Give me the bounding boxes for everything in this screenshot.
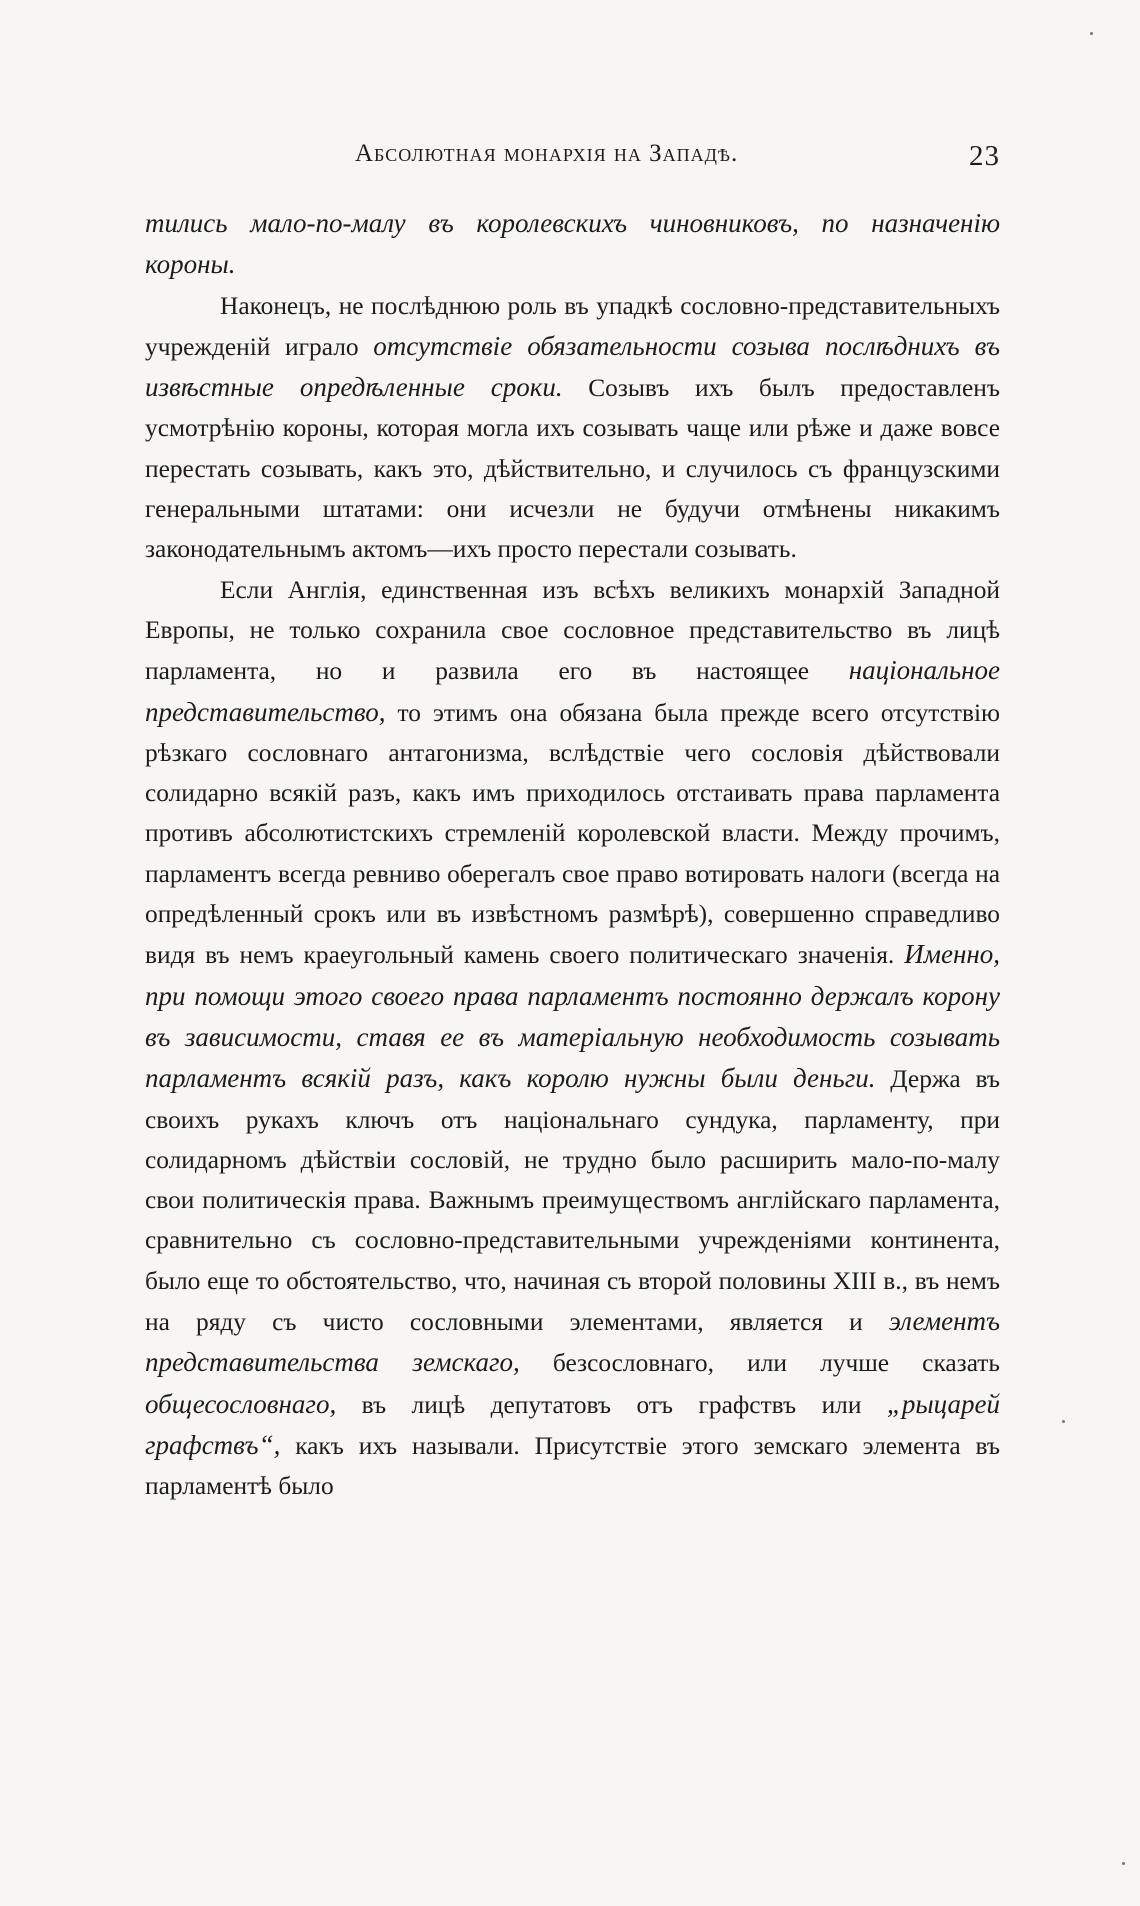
paragraph bbox=[145, 570, 1000, 1507]
running-title: Абсолютная монархія на Западѣ. bbox=[355, 140, 739, 167]
running-header bbox=[145, 140, 1000, 180]
scan-speck bbox=[1090, 32, 1093, 35]
text-run: безсословнаго, или лучше сказать bbox=[519, 1349, 1000, 1378]
italic-text-run: „рыцарей графствъ“, bbox=[145, 1388, 1000, 1460]
text-run: Наконецъ, не послѣднюю роль въ упадкѣ сословно-представительныхъ учрежденій играло bbox=[145, 291, 1000, 361]
page-number: 23 bbox=[969, 140, 1000, 172]
italic-text-run: общесословнаго, bbox=[145, 1388, 337, 1419]
italic-text-run: отсутствіе обязательности созыва послѣднихъ въ извѣстные опредѣленные сроки. bbox=[145, 330, 1000, 403]
scan-speck bbox=[1122, 1862, 1125, 1865]
paragraph bbox=[145, 286, 1000, 570]
italic-text-run: элементъ представительства земскаго, bbox=[145, 1306, 1000, 1378]
paragraph bbox=[145, 203, 1000, 286]
text-run: Если Англія, единственная изъ всѣхъ великихъ монархій Западной Европы, не только сохранила свое сословное представительство въ лицѣ парламента, но и развила его въ настоящее bbox=[145, 575, 1000, 686]
text-run: Держа въ своихъ рукахъ ключъ отъ національнаго сундука, парламенту, при солидарномъ дѣйствіи сословій, не трудно было расширить мало-по-малу свои политическія права. Важнымъ преимуществомъ англійскаго парламента, сравнительно съ сословно-представительными учрежденіями континента, было еще то обстоятельство, что, начиная съ второй половины XIII в., въ немъ на ряду съ чисто сословными элементами, является и bbox=[145, 1065, 1000, 1337]
scan-speck bbox=[1062, 1420, 1065, 1423]
text-body bbox=[145, 203, 1000, 1507]
text-run: какъ ихъ называли. Присутствіе этого земскаго элемента въ парламентѣ было bbox=[145, 1431, 1000, 1501]
text-run: Созывъ ихъ былъ предоставленъ усмотрѣнію короны, которая могла ихъ созывать чаще или рѣже и даже вовсе перестать созывать, какъ это, дѣйствительно, и случилось съ французскими генеральными штатами: они исчезли не будучи отмѣнены никакимъ законодательнымъ актомъ—ихъ просто перестали созывать. bbox=[145, 374, 1000, 564]
italic-text-run: Именно, при помощи этого своего права парламентъ постоянно держалъ корону въ зависимости, ставя ее въ матеріальную необходимость созывать парламентъ всякій разъ, какъ королю нужны были деньги. bbox=[145, 939, 1000, 1094]
text-run: въ лицѣ депутатовъ отъ графствъ или bbox=[336, 1390, 887, 1419]
italic-text-run: тились мало-по-малу въ королевскихъ чиновниковъ, по назначенію короны. bbox=[145, 208, 1000, 280]
text-run: то этимъ она обязана была прежде всего отсутствію рѣзкаго сословнаго антагонизма, вслѣдствіе чего сословія дѣйствовали солидарно всякій разъ, какъ имъ приходилось отстаивать права парламента противъ абсолютистскихъ стремленій королевской власти. Между прочимъ, парламентъ всегда ревниво оберегалъ свое право вотировать налоги (всегда на опредѣленный срокъ или въ извѣстномъ размѣрѣ), совершенно справедливо видя въ немъ краеугольный камень своего политическаго значенія. bbox=[145, 698, 1000, 970]
italic-text-run: національное представительство, bbox=[145, 655, 1000, 727]
